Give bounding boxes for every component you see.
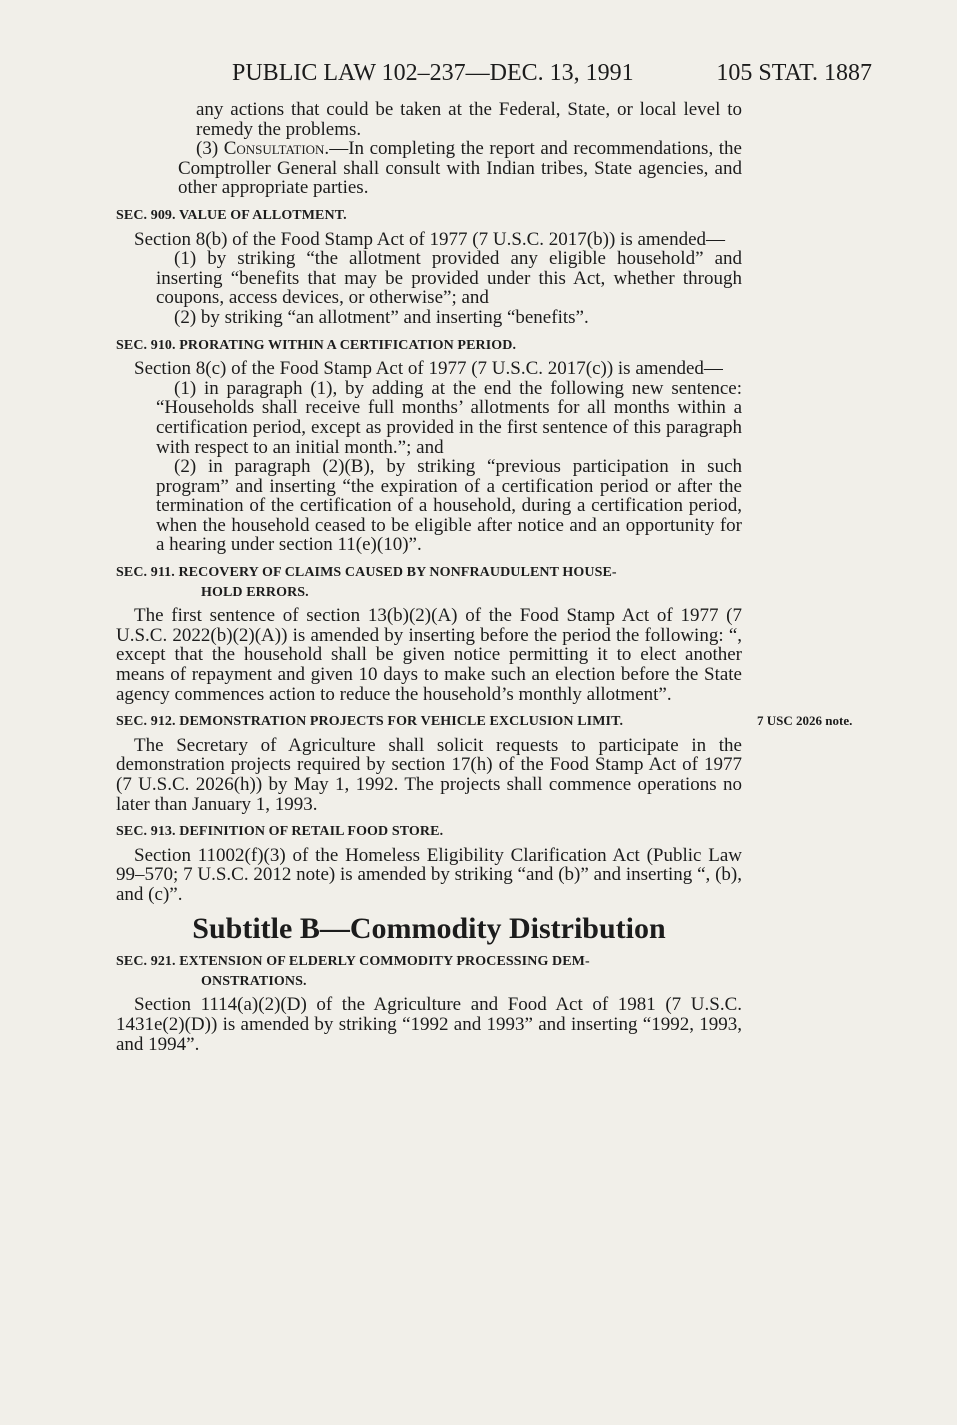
sec-911-heading-line1: SEC. 911. RECOVERY OF CLAIMS CAUSED BY NONFRAUDULENT HOUSE-: [116, 565, 617, 581]
margin-note-usc: 7 USC 2026 note.: [757, 713, 853, 729]
sec-911-heading-line2: HOLD ERRORS.: [201, 584, 309, 600]
sec-911-heading: [116, 563, 742, 602]
sec-913-heading: SEC. 913. DEFINITION OF RETAIL FOOD STORE.: [116, 824, 444, 840]
body-text: [116, 100, 742, 1054]
sec-921-heading-line1: SEC. 921. EXTENSION OF ELDERLY COMMODITY PROCESSING DEM-: [116, 954, 590, 970]
consultation-label: (3) Consultation.: [196, 138, 330, 160]
sec-910-lead: Section 8(c) of the Food Stamp Act of 1977 (7 U.S.C. 2017(c)) is amended—: [134, 358, 723, 380]
sec-911-text: The first sentence of section 13(b)(2)(A) of the Food Stamp Act of 1977 (7 U.S.C. 2022(b)(2)(A)) is amended by inserting before the period the following: “, except that the household shall be given notice permitting it to elect another means of repayment and given 10 days to make such an election before the State agency commences action to reduce the household’s monthly allotment”.: [116, 605, 742, 705]
sec-921-text: Section 1114(a)(2)(D) of the Agriculture and Food Act of 1981 (7 U.S.C. 1431e(2)(D)) is amended by striking “1992 and 1993” and inserting “1992, 1993, and 1994”.: [116, 994, 742, 1055]
intro-continuation: any actions that could be taken at the Federal, State, or local level to remedy the problems.: [196, 99, 742, 140]
sec-921-heading-line2: ONSTRATIONS.: [201, 973, 307, 989]
header-stat-page: 105 STAT. 1887: [716, 60, 872, 86]
sec-913-text: Section 11002(f)(3) of the Homeless Eligibility Clarification Act (Public Law 99–570; 7 U.S.C. 2012 note) is amended by striking “and (b)” and inserting “, (b), and (c)”.: [116, 844, 742, 905]
sec-910-heading: SEC. 910. PRORATING WITHIN A CERTIFICATION PERIOD.: [116, 337, 517, 353]
consultation-text: —In completing the report and recommendations, the Comptroller General shall consult with Indian tribes, State agencies, and other appropriate parties.: [178, 138, 742, 199]
sec-909-item-2: (2) by striking “an allotment” and inserting “benefits”.: [174, 306, 589, 328]
sec-910-item-1: (1) in paragraph (1), by adding at the end the following new sentence: “Households shall receive full months’ allotments for all months within a certification period, except as provided in the first sentence of this paragraph with respect to an initial month.”; and: [156, 377, 742, 458]
subtitle-b: Subtitle B—Commodity Distribution: [192, 911, 666, 945]
header-public-law: PUBLIC LAW 102–237—DEC. 13, 1991: [232, 60, 634, 86]
sec-909-heading: SEC. 909. VALUE OF ALLOTMENT.: [116, 207, 347, 223]
sec-912-heading: SEC. 912. DEMONSTRATION PROJECTS FOR VEHICLE EXCLUSION LIMIT.: [116, 714, 624, 730]
consultation-paragraph: [116, 139, 742, 198]
sec-921-heading: [116, 952, 742, 991]
sec-909-lead: Section 8(b) of the Food Stamp Act of 1977 (7 U.S.C. 2017(b)) is amended—: [134, 228, 726, 250]
sec-912-text: The Secretary of Agriculture shall solicit requests to participate in the demonstration projects required by section 17(h) of the Food Stamp Act of 1977 (7 U.S.C. 2026(h)) by May 1, 1992. The projects shall commence operations no later than January 1, 1993.: [116, 734, 742, 815]
sec-910-item-2: (2) in paragraph (2)(B), by striking “previous participation in such program” and inserting “the expiration of a certification period or after the termination of the certification of a household, during a certification period, when the household ceased to be eligible after notice and an opportunity for a hearing under section 11(e)(10)”.: [156, 456, 742, 556]
sec-909-item-1: (1) by striking “the allotment provided any eligible household” and inserting “benefits that may be provided under this Act, whether through coupons, access devices, or otherwise”; and: [156, 248, 742, 309]
